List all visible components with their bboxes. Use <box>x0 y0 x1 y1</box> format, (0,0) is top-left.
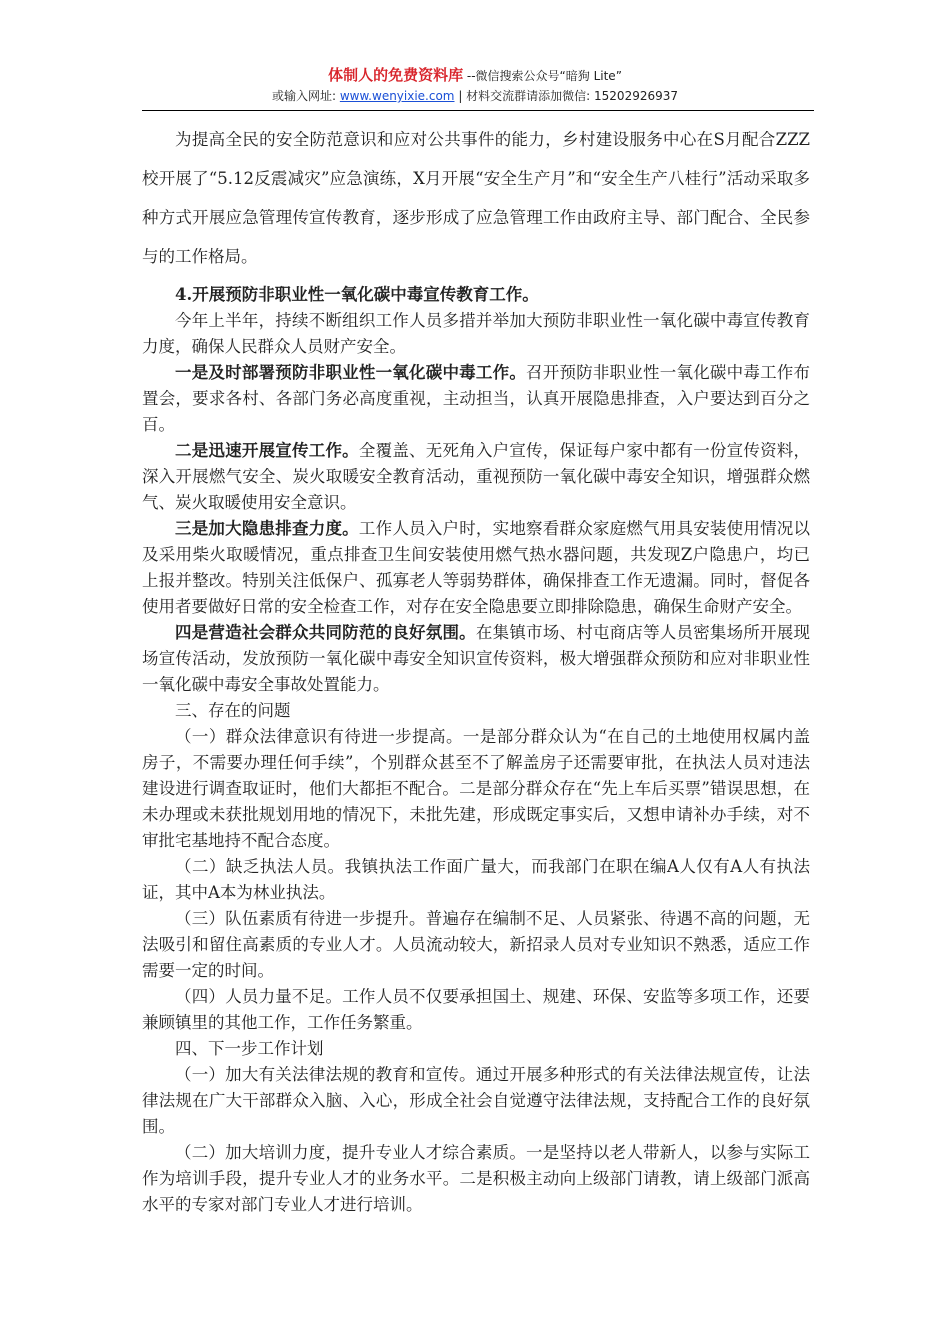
brand-subtitle: --微信搜索公众号“暗狗 Lite” <box>463 69 622 83</box>
paragraph: （一）群众法律意识有待进一步提高。一是部分群众认为“在自己的土地使用权属内盖房子，不需要办理任何手续”，个别群众甚至不了解盖房子还需要审批，在执法人员对违法建设进行调查取证时，他们大都拒不配合。二是部分群众存在“先上车后买票”错误思想，在未办理或未获批规划用地的情况下，未批先建，形成既定事实后，又想申请补办手续，对不审批宅基地持不配合态度。 <box>142 727 810 850</box>
paragraph: （三）队伍素质有待进一步提升。普遍存在编制不足、人员紧张、待遇不高的问题，无法吸引和留住高素质的专业人才。人员流动较大，新招录人员对专业知识不熟悉，适应工作需要一定的时间。 <box>142 909 810 980</box>
section-heading: 4.开展预防非职业性一氧化碳中毒宣传教育工作。 <box>175 285 539 304</box>
url-prefix: 或输入网址: <box>271 89 340 103</box>
header-contact-line <box>0 88 950 104</box>
paragraph: 一是及时部署预防非职业性一氧化碳中毒工作。召开预防非职业性一氧化碳中毒工作布置会，要求各村、各部门务必高度重视，主动担当，认真开展隐患排查，入户要达到百分之百。 <box>142 363 811 434</box>
paragraph: （二）加大培训力度，提升专业人才综合素质。一是坚持以老人带新人，以参与实际工作为培训手段，提升专业人才的业务水平。二是积极主动向上级部门请教，请上级部门派高水平的专家对部门专业人才进行培训。 <box>142 1143 810 1214</box>
paragraph: （一）加大有关法律法规的教育和宣传。通过开展多种形式的有关法律法规宣传，让法律法规在广大干部群众入脑、入心，形成全社会自觉遵守法律法规，支持配合工作的良好氛围。 <box>142 1065 810 1136</box>
paragraph: 二是迅速开展宣传工作。全覆盖、无死角入户宣传，保证每户家中都有一份宣传资料，深入开展燃气安全、炭火取暖安全教育活动，重视预防一氧化碳中毒安全知识，增强群众燃气、炭火取暖使用安全意识。 <box>142 441 811 512</box>
section-heading: 四、下一步工作计划 <box>175 1039 324 1058</box>
document-body <box>142 120 810 1218</box>
paragraph: （四）人员力量不足。工作人员不仅要承担国土、规建、环保、安监等多项工作，还要兼顾镇里的其他工作，工作任务繁重。 <box>142 987 810 1032</box>
brand-title: 体制人的免费资料库 <box>328 66 464 84</box>
section-heading: 三、存在的问题 <box>175 701 291 720</box>
website-link[interactable]: www.wenyixie.com <box>339 89 455 103</box>
paragraph: 今年上半年，持续不断组织工作人员多措并举加大预防非职业性一氧化碳中毒宣传教育力度，确保人民群众人员财产安全。 <box>142 311 810 356</box>
paragraph: （二）缺乏执法人员。我镇执法工作面广量大，而我部门在职在编A人仅有A人有执法证，其中A本为林业执法。 <box>142 857 810 902</box>
header-divider <box>142 110 814 111</box>
paragraph: 三是加大隐患排查力度。工作人员入户时，实地察看群众家庭燃气用具安装使用情况以及采用柴火取暖情况，重点排查卫生间安装使用燃气热水器问题，共发现Z户隐患户，均已上报并整改。特别关注低保户、孤寡老人等弱势群体，确保排查工作无遗漏。同时，督促各使用者要做好日常的安全检查工作，对存在安全隐患要立即排除隐患，确保生命财产安全。 <box>142 519 811 616</box>
contact-info: | 材料交流群请添加微信: 15202926937 <box>454 89 679 103</box>
paragraph: 为提高全民的安全防范意识和应对公共事件的能力，乡村建设服务中心在S月配合ZZZ校开展了“5.12反震减灾”应急演练，X月开展“安全生产月”和“安全生产八桂行”活动采取多种方式开展应急管理传宣传教育，逐步形成了应急管理工作由政府主导、部门配合、全民参与的工作格局。 <box>142 130 810 266</box>
paragraph: 四是营造社会群众共同防范的良好氛围。在集镇市场、村屯商店等人员密集场所开展现场宣传活动，发放预防一氧化碳中毒安全知识宣传资料，极大增强群众预防和应对非职业性一氧化碳中毒安全事故处置能力。 <box>142 623 811 694</box>
header-banner <box>0 66 950 85</box>
